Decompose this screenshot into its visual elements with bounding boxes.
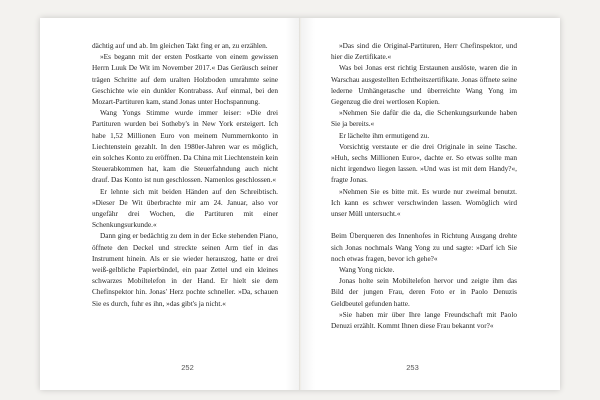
left-page [40,18,300,390]
paragraph: Beim Überqueren des Innenhofes in Richtung Ausgang drehte sich Jonas nochmals Wang Yong zu und sagte: »Darf ich Sie noch etwas fragen, bevor ich gehe?« [331,231,517,263]
page-number: 253 [406,363,419,372]
paragraph: Wang Yongs Stimme wurde immer leiser: »Die drei Partituren wurden bei Sotheby's in New York ersteigert. Ich habe 1,52 Millionen Euro von meinem Nummernkonto in Liechtenstein gezahlt. In den 1980er-Jahren war es möglich, ein solches Konto zu eröffnen. Da China mit Liechtenstein kein Steuerabkommen hat, kam die Steuerfahndung auch nicht drauf. Das Konto ist nun geschlossen. Namenlos geschlossen.« [92,108,278,185]
paragraph: Was bei Jonas erst richtig Erstaunen auslöste, waren die in Warschau ausgestellten Echtheitszertifikate. Jonas öffnete seine lederne Umhängetasche und überreichte Wang Yong im Gegenzug die drei wertlosen Kopien. [331,63,517,107]
paragraph: Wang Yong nickte. [339,265,395,275]
left-page-text [92,40,278,309]
paragraph: Jonas holte sein Mobiltelefon hervor und zeigte ihm das Bild der jungen Frau, deren Foto er in Paolo Denuzis Geldbeutel gefunden hatte. [331,276,517,308]
paragraph: »Nehmen Sie es bitte mit. Es wurde nur zweimal benutzt. Ich kann es schwer verschwinden lassen. Womöglich wird unser Müll untersucht.« [331,186,517,219]
paragraph: »Es begann mit der ersten Postkarte von einem gewissen Herrn Luuk De Wit im November 2017.« Das Geräusch seiner trägen Schritte auf dem uralten Holzboden umrahmte seine Geschichte wie ein dunkler Kontrabass. Auf einmal, bei den Mozart-Partituren kam, stand Jonas unter Hochspannung. [92,52,278,107]
gutter-shadow [285,18,299,390]
paragraph: Vorsichtig verstaute er die drei Originale in seine Tasche. »Huh, sechs Millionen Euro«, dachte er. So etwas sollte man nicht irgendwo liegen lassen. »Und was ist mit dem Handy?«, fragte Jonas. [331,141,517,185]
paragraph: Er lächelte ihm ermutigend zu. [339,130,430,140]
book-spread [40,18,560,390]
paragraph: dächtig auf und ab. Im gleichen Takt fing er an, zu erzählen. [92,41,268,50]
right-page-text [331,40,517,331]
paragraph: »Nehmen Sie dafür die da, die Schenkungsurkunde haben Sie ja bereits.« [331,108,517,129]
right-page [300,18,560,390]
paragraph: »Sie haben mir über Ihre lange Freundschaft mit Paolo Denuzi erzählt. Kommt Ihnen diese Frau bekannt vor?« [331,309,517,331]
paragraph: Er lehnte sich mit beiden Händen auf den Schreibtisch. »Dieser De Wit überbrachte mir am 24. Januar, also vor ungefähr drei Wochen, die Partituren mit einer Schenkungsurkunde.« [92,186,278,230]
paragraph: Dann ging er bedächtig zu dem in der Ecke stehenden Piano, öffnete den Deckel und streckte seinen Arm tief in das Instrument hinein. Als er sie wieder herauszog, hatte er drei weiß-gelbliche Papierbündel, ein paar Zettel und ein kleines schwarzes Mobiltelefon in der Hand. Er hielt sie dem Chefinspektor hin. Jonas' Herz pochte schneller. »Da, schauen Sie es durch, fuhr es ihn, »das gibt's ja nicht.« [92,231,278,308]
paragraph: »Das sind die Original-Partituren, Herr Chefinspektor, und hier die Zertifikate.« [331,41,517,62]
page-number: 252 [181,363,194,372]
gutter-shadow [301,18,315,390]
